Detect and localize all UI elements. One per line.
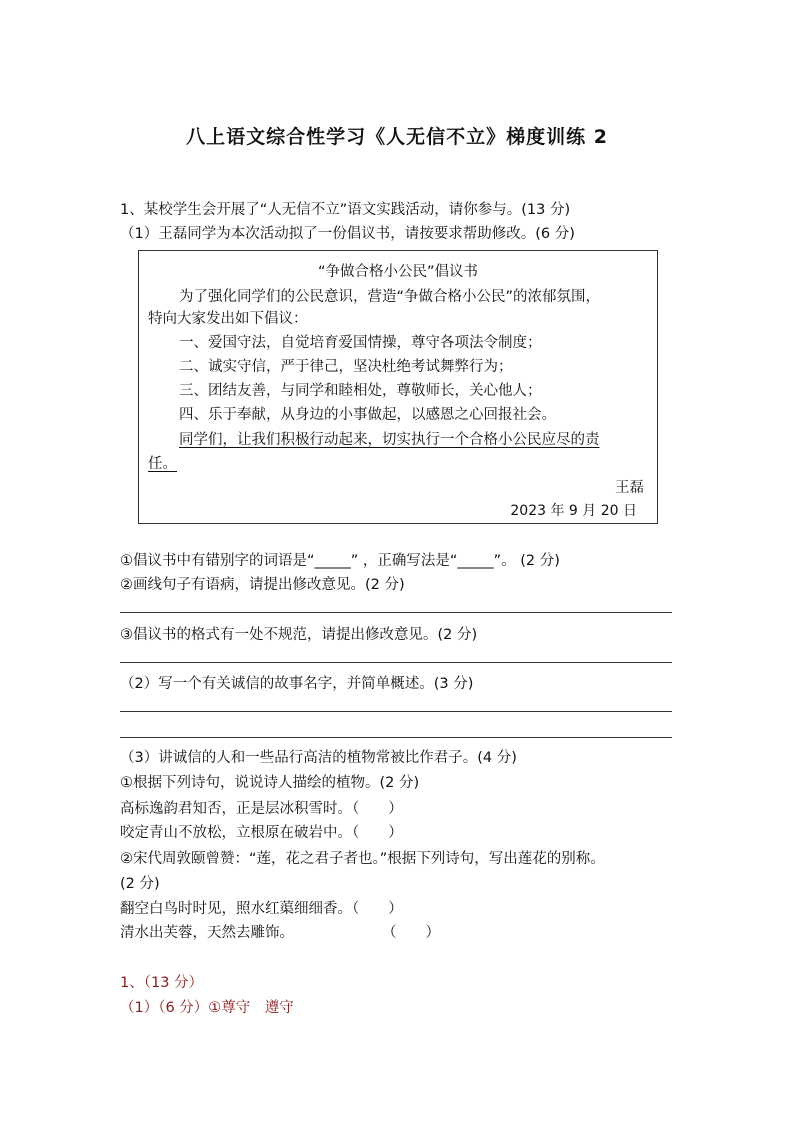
poem-line-4: 清水出芙蓉，天然去雕饰。 [120,925,294,941]
question-1-part-1-stem: （1）王磊同学为本次活动拟了一份倡议书，请按要求帮助修改。(6 分) [120,226,575,242]
poem-line-3: 翻空白鸟时时见，照水红蕖细细香。（ ） [120,901,403,917]
question-1-part-3-stem: （3）讲诚信的人和一些品行高洁的植物常被比作君子。(4 分) [120,750,517,766]
letter-signature: 王磊 [615,480,644,496]
part-3-sub-b: ②宋代周敦颐曾赞：“莲，花之君子者也。”根据下列诗句，写出莲花的别称。 [120,851,605,867]
answer-line [120,711,672,712]
letter-item-3: 三、团结友善，与同学和睦相处，尊敬师长，关心他人； [179,383,542,399]
letter-intro-line-2: 特向大家发出如下倡议： [148,311,308,327]
letter-date: 2023 年 9 月 20 日 [510,503,637,519]
letter-closing-line-2: 任。 [148,456,177,472]
answer-line [120,737,672,738]
question-1-part-2-stem: （2）写一个有关诚信的故事名字，并简单概述。(3 分) [120,676,474,692]
sub-question-2: ②画线句子有语病，请提出修改意见。(2 分) [120,577,405,593]
sub-question-3: ③倡议书的格式有一处不规范，请提出修改意见。(2 分) [120,627,478,643]
page-title: 八上语文综合性学习《人无信不立》梯度训练 2 [186,126,608,148]
answer-line [120,662,672,663]
poem-line-1: 高标逸韵君知否，正是层冰积雪时。（ ） [120,801,403,817]
proposal-letter-box [138,250,658,524]
poem-line-2: 咬定青山不放松，立根原在破岩中。（ ） [120,825,403,841]
sub-question-1: ①倡议书中有错别字的词语是“_____” ，正确写法是“_____”。 (2 分) [120,553,560,569]
part-3-sub-b-score: (2 分) [120,876,160,892]
answer-heading: 1、（13 分） [120,975,204,991]
letter-item-4: 四、乐于奉献，从身边的小事做起，以感恩之心回报社会。 [179,407,556,423]
poem-line-4-blank: （ ） [382,925,440,941]
letter-heading: “争做合格小公民”倡议书 [317,264,479,280]
letter-intro-line-1: 为了强化同学们的公民意识，营造“争做合格小公民”的浓郁氛围， [179,289,601,305]
question-1-stem: 1、某校学生会开展了“人无信不立”语文实践活动，请你参与。(13 分) [120,202,571,218]
letter-item-2: 二、诚实守信，严于律己，坚决杜绝考试舞弊行为； [179,359,513,375]
part-3-sub-a: ①根据下列诗句，说说诗人描绘的植物。(2 分) [120,775,420,791]
answer-line [120,612,672,613]
letter-closing-line-1: 同学们，让我们积极行动起来，切实执行一个合格小公民应尽的责 [179,432,600,448]
letter-item-1: 一、爱国守法，自觉培育爱国情操，尊守各项法令制度； [179,335,542,351]
answer-part-1: （1）（6 分）①尊守 遵守 [120,1000,294,1016]
